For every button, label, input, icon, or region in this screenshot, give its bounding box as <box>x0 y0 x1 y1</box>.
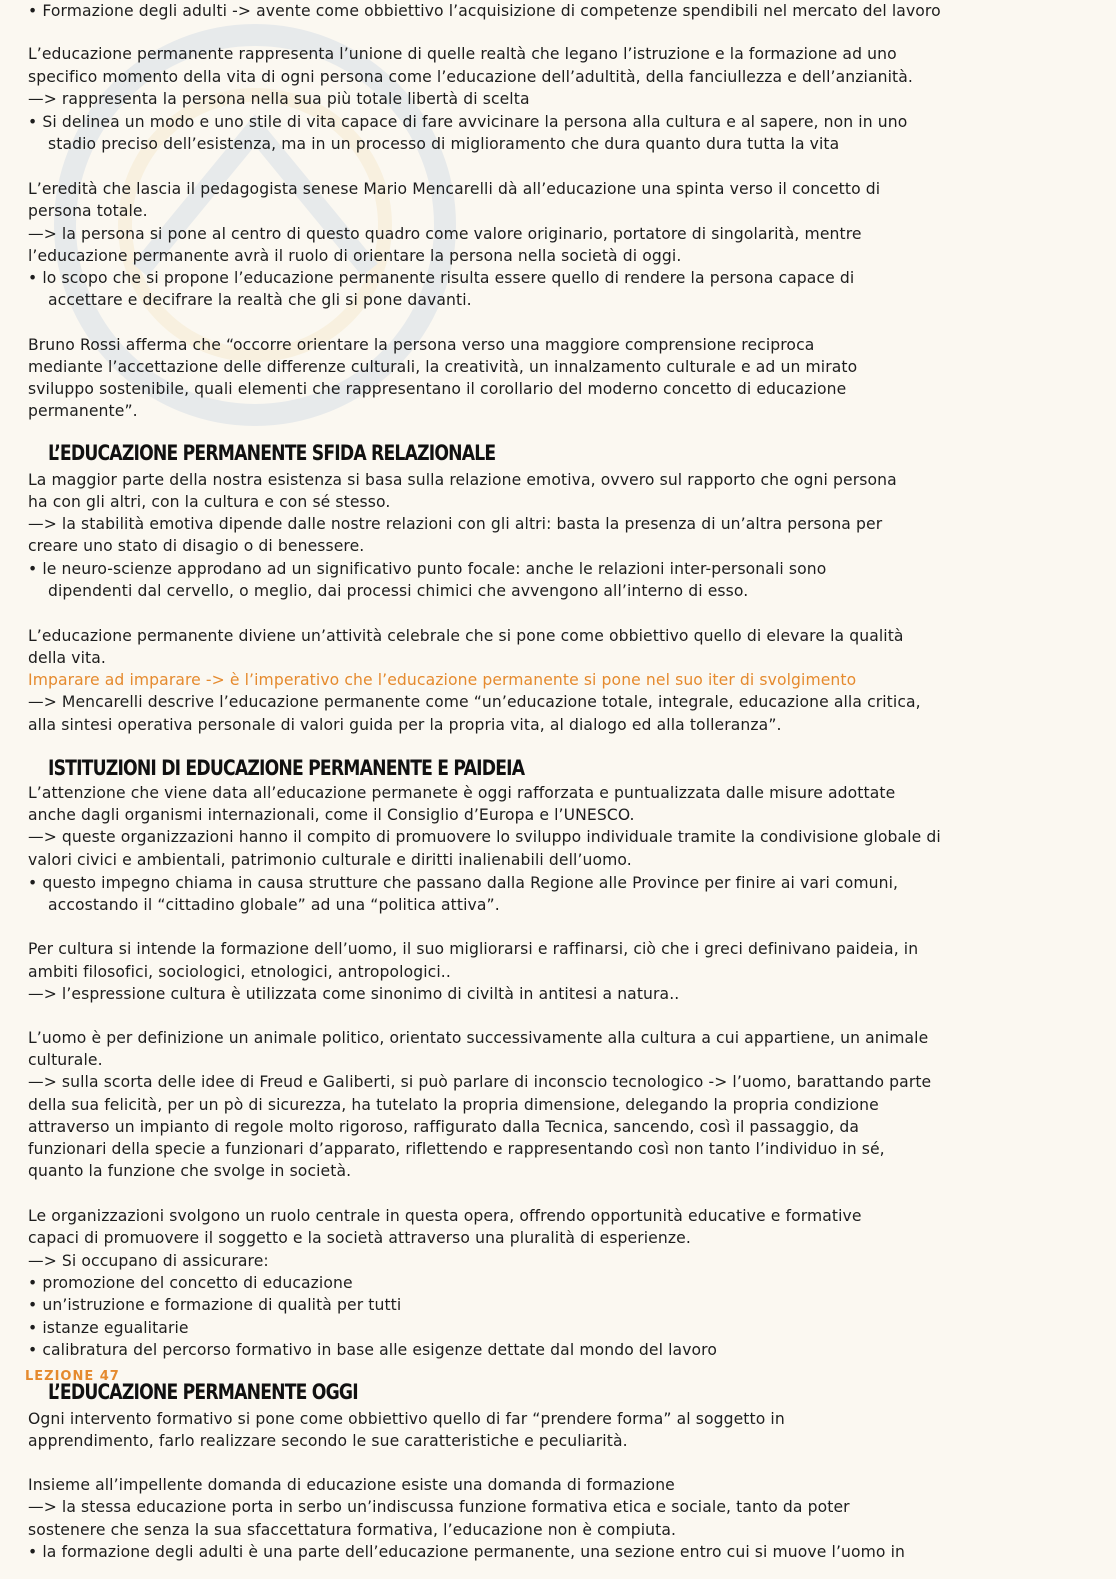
text-line: specifico momento della vita di ogni persona come l’educazione dell’adultità, della fanciullezza e dell’anzianità. <box>28 68 913 86</box>
text-line: sviluppo sostenibile, quali elementi che rappresentano il corollario del moderno concetto di educazione <box>28 380 847 398</box>
text-line: L’educazione permanente rappresenta l’unione di quelle realtà che legano l’istruzione e la formazione ad uno <box>28 45 897 63</box>
text-line: —> sulla scorta delle idee di Freud e Galiberti, si può parlare di inconscio tecnologico -> l’uomo, barattando parte <box>28 1073 932 1091</box>
list-item: • un’istruzione e formazione di qualità per tutti <box>28 1296 402 1314</box>
list-item: • istanze egualitarie <box>28 1319 189 1337</box>
text-line: permanente”. <box>28 402 138 420</box>
text-line: • lo scopo che si propone l’educazione permanente risulta essere quello di rendere la persona capace di <box>28 269 855 287</box>
text-line: —> la persona si pone al centro di questo quadro come valore originario, portatore di singolarità, mentre <box>28 225 862 243</box>
text-line: —> Si occupano di assicurare: <box>28 1252 269 1270</box>
text-line: L’uomo è per definizione un animale politico, orientato successivamente alla cultura a cui appartiene, un animale <box>28 1029 929 1047</box>
section-heading: L’EDUCAZIONE PERMANENTE SFIDA RELAZIONALE <box>48 441 496 465</box>
text-line: Le organizzazioni svolgono un ruolo centrale in questa opera, offrendo opportunità educative e formative <box>28 1207 862 1225</box>
text-line: • Si delinea un modo e uno stile di vita capace di fare avvicinare la persona alla cultura e al sapere, non in uno <box>28 113 908 131</box>
text-line: —> queste organizzazioni hanno il compito di promuovere lo sviluppo individuale tramite la condivisione globale di <box>28 828 941 846</box>
text-line: —> Mencarelli descrive l’educazione permanente come “un’educazione totale, integrale, educazione alla critica, <box>28 693 921 711</box>
text-line: della vita. <box>28 649 106 667</box>
text-line: Insieme all’impellente domanda di educazione esiste una domanda di formazione <box>28 1476 675 1494</box>
text-line: • la formazione degli adulti è una parte dell’educazione permanente, una sezione entro cui si muove l’uomo in <box>28 1543 906 1561</box>
text-line: L’eredità che lascia il pedagogista senese Mario Mencarelli dà all’educazione una spinta verso il concetto di <box>28 180 881 198</box>
text-line: quanto la funzione che svolge in società. <box>28 1162 352 1180</box>
text-line: Per cultura si intende la formazione dell’uomo, il suo migliorarsi e raffinarsi, ciò che i greci definivano paideia, in <box>28 940 919 958</box>
text-line: ambiti filosofici, sociologici, etnologici, antropologici.. <box>28 963 451 981</box>
text-line: • questo impegno chiama in causa strutture che passano dalla Regione alle Province per finire ai vari comuni, <box>28 874 899 892</box>
text-line: sostenere che senza la sua sfaccettatura formativa, l’educazione non è compiuta. <box>28 1521 677 1539</box>
text-line: mediante l’accettazione delle differenze culturali, la creatività, un innalzamento culturale e ad un mirato <box>28 358 858 376</box>
text-line: persona totale. <box>28 202 148 220</box>
text-line: —> la stabilità emotiva dipende dalle nostre relazioni con gli altri: basta la presenza di un’altra persona per <box>28 515 883 533</box>
text-line: —> la stessa educazione porta in serbo un’indiscussa funzione formativa etica e sociale, tanto da poter <box>28 1498 850 1516</box>
text-line: capaci di promuovere il soggetto e la società attraverso una pluralità di esperienze. <box>28 1229 691 1247</box>
text-line: della sua felicità, per un pò di sicurezza, ha tutelato la propria dimensione, delegando la propria condizione <box>28 1096 879 1114</box>
text-line: funzionari della specie a funzionari d’apparato, riflettendo e rappresentando così non tanto l’individuo in sé, <box>28 1140 885 1158</box>
text-line: dipendenti dal cervello, o meglio, dai processi chimici che avvengono all’interno di esso. <box>48 582 749 600</box>
text-line: accettare e decifrare la realtà che gli si pone davanti. <box>48 291 472 309</box>
text-line: La maggior parte della nostra esistenza si basa sulla relazione emotiva, ovvero sul rapporto che ogni persona <box>28 471 897 489</box>
text-line: stadio preciso dell’esistenza, ma in un processo di miglioramento che dura quanto dura tutta la vita <box>48 135 840 153</box>
text-line: • Formazione degli adulti -> avente come obbiettivo l’acquisizione di competenze spendibili nel mercato del lavoro <box>28 2 941 20</box>
text-line: culturale. <box>28 1051 103 1069</box>
text-line: Bruno Rossi afferma che “occorre orientare la persona verso una maggiore comprensione reciproca <box>28 336 815 354</box>
text-line: alla sintesi operativa personale di valori guida per la propria vita, al dialogo ed alla tolleranza”. <box>28 716 782 734</box>
text-line: valori civici e ambientali, patrimonio culturale e diritti inalienabili dell’uomo. <box>28 851 632 869</box>
text-line: ha con gli altri, con la cultura e con sé stesso. <box>28 493 391 511</box>
text-line: attraverso un impianto di regole molto rigoroso, raffigurato dalla Tecnica, sancendo, così il passaggio, da <box>28 1118 860 1136</box>
lesson-label: LEZIONE 47 <box>25 1369 120 1384</box>
text-line: apprendimento, farlo realizzare secondo le sue caratteristiche e peculiarità. <box>28 1432 628 1450</box>
text-line: Ogni intervento formativo si pone come obbiettivo quello di far “prendere forma” al soggetto in <box>28 1410 785 1428</box>
section-heading: ISTITUZIONI DI EDUCAZIONE PERMANENTE E PAIDEIA <box>48 756 525 780</box>
text-line: anche dagli organismi internazionali, come il Consiglio d’Europa e l’UNESCO. <box>28 806 635 824</box>
text-line-imparare: Imparare ad imparare -> è l’imperativo che l’educazione permanente si pone nel suo iter di svolgimento <box>28 671 857 689</box>
text-line: L’attenzione che viene data all’educazione permanete è oggi rafforzata e puntualizzata dalle misure adottate <box>28 784 896 802</box>
text-line: —> rappresenta la persona nella sua più totale libertà di scelta <box>28 90 530 108</box>
text-line: accostando il “cittadino globale” ad una “politica attiva”. <box>48 896 500 914</box>
text-line: L’educazione permanente diviene un’attività celebrale che si pone come obbiettivo quello di elevare la qualità <box>28 627 904 645</box>
text-line: l’educazione permanente avrà il ruolo di orientare la persona nella società di oggi. <box>28 247 682 265</box>
section-heading: L’EDUCAZIONE PERMANENTE OGGI <box>48 1380 358 1404</box>
text-line: creare uno stato di disagio o di benessere. <box>28 537 365 555</box>
list-item: • calibratura del percorso formativo in base alle esigenze dettate dal mondo del lavoro <box>28 1341 717 1359</box>
text-line: • le neuro-scienze approdano ad un significativo punto focale: anche le relazioni inter-personali sono <box>28 560 827 578</box>
list-item: • promozione del concetto di educazione <box>28 1274 353 1292</box>
text-line: —> l’espressione cultura è utilizzata come sinonimo di civiltà in antitesi a natura.. <box>28 985 680 1003</box>
